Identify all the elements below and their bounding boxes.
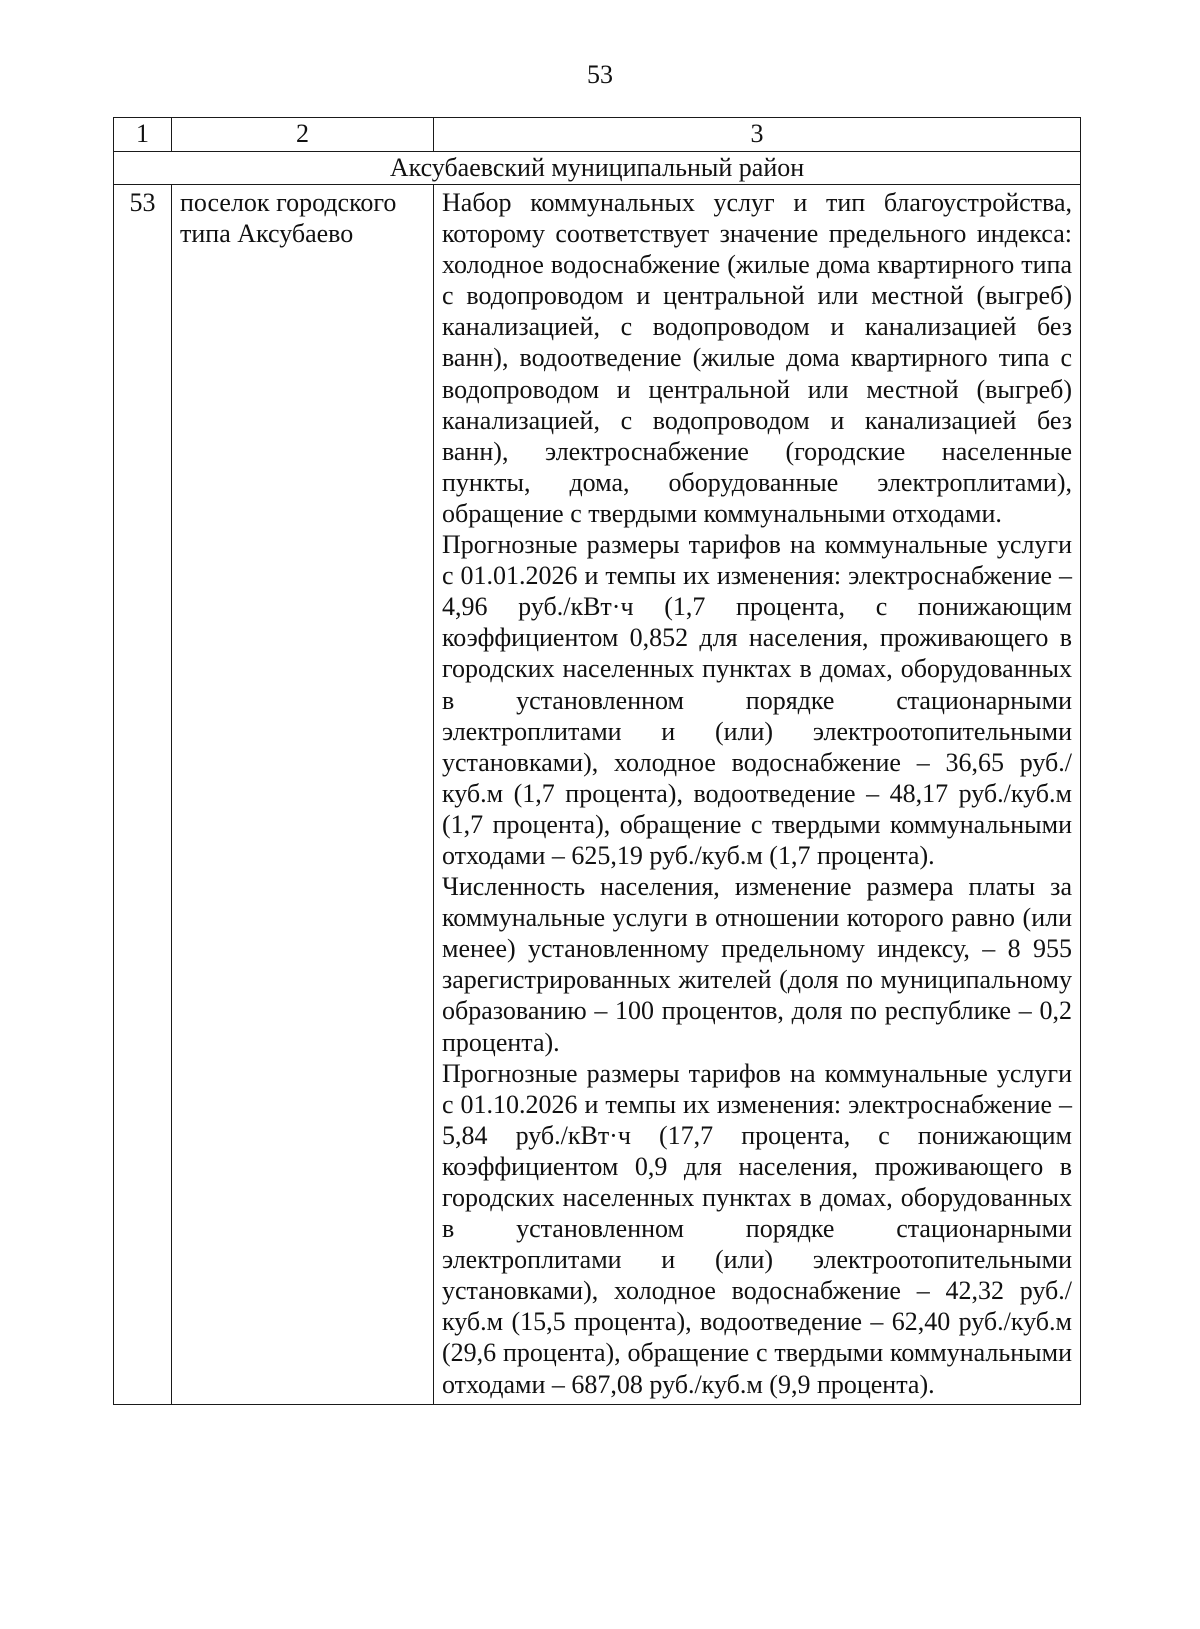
column-header-1: 1 (114, 118, 172, 152)
column-header-3: 3 (434, 118, 1081, 152)
table-row (114, 185, 1081, 1405)
row-description (434, 185, 1081, 1405)
district-row (114, 152, 1081, 185)
header-row (114, 118, 1081, 152)
settlement-name: поселок городского типа Аксубаево (172, 185, 434, 1405)
district-name: Аксубаевский муниципальный район (114, 152, 1081, 185)
tariff-table (113, 117, 1081, 1405)
page-number: 53 (587, 60, 613, 89)
row-number: 53 (114, 185, 172, 1405)
population-paragraph: Численность населения, изменение размера платы за коммунальные услуги в отношении которого равно (или менее) установленному предельному индексу, – 8 955 зарегистрированных жителей (доля по муниципальному образованию – 100 процентов, доля по республике – 0,2 процента). (442, 872, 1072, 1057)
tariffs-2026-01-paragraph: Прогнозные размеры тарифов на коммунальные услуги с 01.01.2026 и темпы их изменения: электроснабжение – 4,96 руб./кВт·ч (1,7 процента, с понижающим коэффициентом 0,852 для населения, проживающего в городских населенных пунктах в домах, оборудованных в установленном порядке стационарными электроплитами и (или) электроотопительными установками), холодное водоснабжение – 36,65 руб./куб.м (1,7 процента), водоотведение – 48,17 руб./куб.м (1,7 процента), обращение с твердыми коммунальными отходами – 625,19 руб./куб.м (1,7 процента). (442, 530, 1072, 870)
tariffs-2026-10-paragraph: Прогнозные размеры тарифов на коммунальные услуги с 01.10.2026 и темпы их изменения: электроснабжение – 5,84 руб./кВт·ч (17,7 процента, с понижающим коэффициентом 0,9 для населения, проживающего в городских населенных пунктах в домах, оборудованных в установленном порядке стационарными электроплитами и (или) электроотопительными установками), холодное водоснабжение – 42,32 руб./куб.м (15,5 процента), водоотведение – 62,40 руб./куб.м (29,6 процента), обращение с твердыми коммунальными отходами – 687,08 руб./куб.м (9,9 процента). (442, 1058, 1072, 1399)
services-paragraph: Набор коммунальных услуг и тип благоустройства, которому соответствует значение предельного индекса: холодное водоснабжение (жилые дома квартирного типа с водопроводом и центральной или местной (выгреб) канализацией, с водопроводом и канализацией без ванн), водоотведение (жилые дома квартирного типа с водопроводом и центральной или местной (выгреб) канализацией, с водопроводом и канализацией без ванн), электроснабжение (городские населенные пункты, дома, оборудованные электроплитами), обращение с твердыми коммунальными отходами. (442, 188, 1072, 528)
column-header-2: 2 (172, 118, 434, 152)
